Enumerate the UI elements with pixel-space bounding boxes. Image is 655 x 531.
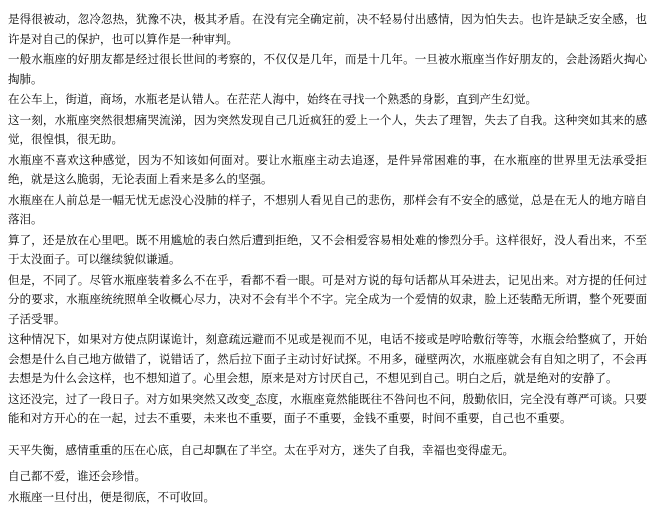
paragraph: 自己都不爱，谁还会珍惜。 <box>8 469 146 483</box>
paragraph: 这还没完，过了一段日子。对方如果突然又改变_态度，水瓶座竟然能既往不咎问也不问，殷勤依旧，完全没有尊严可谈。只要能和对方开心的在一起，过去不重要，未来也不重要，面子不重要，金钱不重要，时间不重要，自己也不重要。 <box>8 391 647 425</box>
paragraph: 水瓶座在人前总是一幅无忧无虑没心没肺的样子，不想别人看见自己的悲伤，那样会有不安全的感觉，总是在无人的地方暗自落泪。 <box>8 192 647 226</box>
paragraph: 这种情况下，如果对方使点阴谋诡计，刻意疏远避而不见或是视而不见，电话不接或是哼哈敷衍等等，水瓶会给整疯了，开始会想是什么自己地方做错了，说错话了，然后拉下面子主动讨好试探。不用多，碰壁两次，水瓶座就会有自知之明了，不会再去想是为什么会这样，也不想知道了。心里会想，原来是对方讨厌自己，不想见到自己。明白之后，就是绝对的安静了。 <box>8 332 647 385</box>
paragraph: 但是，不同了。尽管水瓶座装着多么不在乎，看都不看一眼。可是对方说的每句话都从耳朵进去，记见出来。对方提的任何过分的要求，水瓶座统统照单全收概心尽力，决对不会有半个不字。完全成为一个爱情的奴隶，脸上还装酷无所谓，整个死要面子活受罪。 <box>8 272 647 326</box>
paragraph: 一般水瓶座的好朋友都是经过很长世间的考察的，不仅仅是几年，而是十几年。一旦被水瓶座当作好朋友的，会赴汤蹈火掏心掏肺。 <box>8 52 647 86</box>
paragraph: 在公车上，街道，商场，水瓶老是认错人。在茫茫人海中，始终在寻找一个熟悉的身影，直到产生幻觉。 <box>8 92 537 106</box>
paragraph: 算了，还是放在心里吧。既不用尴尬的表白然后遭到拒绝，又不会相爱容易相处难的惨烈分手。这样很好，没人看出来，不至于太没面子。可以继续貌似谦遁。 <box>8 232 647 266</box>
paragraph: 水瓶座不喜欢这种感觉，因为不知该如何面对。要让水瓶座主动去追逐，是件异常困难的事，在水瓶座的世界里无法承受拒绝，就是这么脆弱，无论表面上看来是多么的坚强。 <box>8 152 647 186</box>
paragraph: 水瓶座一旦付出，便是彻底，不可收回。 <box>8 489 215 504</box>
paragraph: 是得很被动，忽冷忽热，犹豫不决，极其矛盾。在没有完全确定前，决不轻易付出感情，因为怕失去。也许是缺乏安全感，也许是对自己的保护，也可以算作是一种审判。 <box>8 12 647 46</box>
paragraph-spacer <box>8 430 647 441</box>
paragraph: 这一刻，水瓶座突然很想痛哭流涕，因为突然发现自己几近疯狂的爱上一个人，失去了理智，失去了自我。这种突如其来的感觉，很惶惧，很无助。 <box>8 112 647 146</box>
paragraph: 天平失衡，感情重重的压在心底，自己却飘在了半空。太在乎对方，迷失了自我，幸福也变得虚无。 <box>8 442 514 457</box>
